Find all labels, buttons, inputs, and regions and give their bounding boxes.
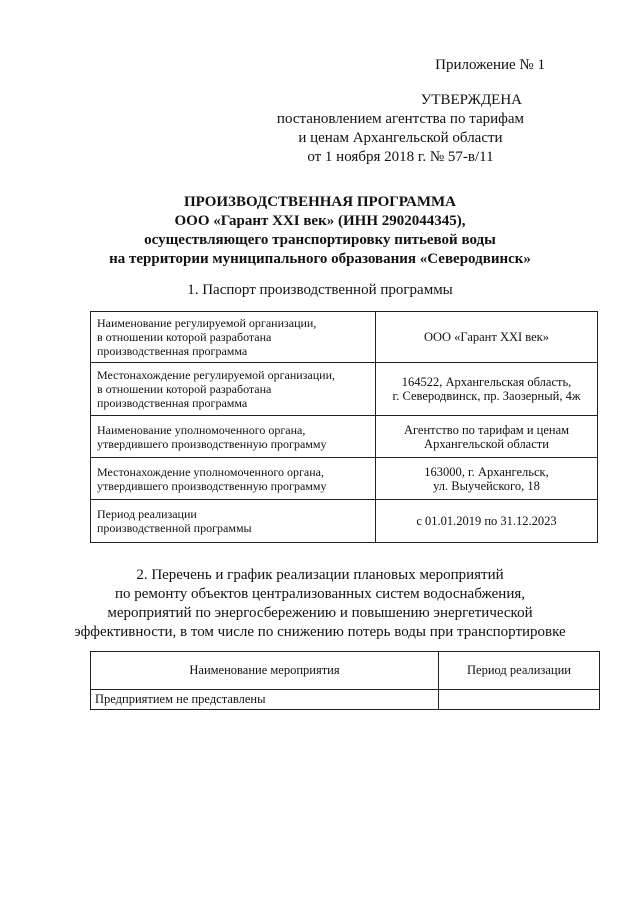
- events-table: [90, 651, 600, 710]
- document-title: [0, 193, 640, 269]
- value-line: с 01.01.2019 по 31.12.2023: [416, 514, 557, 528]
- key-line: утвердившего производственную программу: [97, 478, 327, 493]
- passport-key: [91, 500, 376, 543]
- table-row: [91, 416, 598, 458]
- key-line: в отношении которой разработана: [97, 382, 272, 396]
- passport-key: [91, 363, 376, 416]
- event-name-cell: Предприятием не представлены: [91, 690, 439, 710]
- value-line: г. Северодвинск, пр. Заозерный, 4ж: [392, 389, 581, 403]
- table-row: [91, 312, 598, 363]
- section2-heading-line: 2. Перечень и график реализации плановых мероприятий: [136, 567, 504, 583]
- value-line: 163000, г. Архангельск,: [424, 464, 549, 479]
- key-line: Местонахождение уполномоченного органа,: [97, 464, 324, 479]
- value-line: Агентство по тарифам и ценам: [403, 422, 570, 437]
- column-header-period: Период реализации: [439, 652, 600, 690]
- title-line-4: на территории муниципального образования «Северодвинск»: [109, 251, 531, 267]
- passport-table: [90, 311, 598, 543]
- approved-title: УТВЕРЖДЕНА: [420, 92, 522, 108]
- key-line: Наименование уполномоченного органа,: [97, 422, 306, 437]
- key-line: производственной программы: [97, 521, 252, 535]
- table-row: [91, 690, 600, 710]
- event-period-cell: [439, 690, 600, 710]
- approval-block: [277, 91, 524, 167]
- section2-heading-line: мероприятий по энергосбережению и повышению энергетической: [107, 605, 533, 621]
- section1-heading: 1. Паспорт производственной программы: [187, 282, 453, 298]
- passport-value: [376, 458, 598, 500]
- key-line: Местонахождение регулируемой организации,: [97, 368, 336, 382]
- section2-heading: [0, 566, 640, 642]
- key-line: производственная программа: [97, 396, 248, 410]
- key-line: утвердившего производственную программу: [97, 436, 327, 451]
- title-line-1: ПРОИЗВОДСТВЕННАЯ ПРОГРАММА: [183, 194, 456, 210]
- section2-heading-line: эффективности, в том числе по снижению потерь воды при транспортировке: [74, 624, 566, 640]
- value-line: ООО «Гарант XXI век»: [423, 330, 550, 344]
- key-line: в отношении которой разработана: [97, 330, 272, 344]
- table-row: [91, 458, 598, 500]
- key-line: Наименование регулируемой организации,: [97, 316, 317, 330]
- title-line-3: осуществляющего транспортировку питьевой воды: [144, 232, 496, 248]
- column-header-event: Наименование мероприятия: [91, 652, 439, 690]
- appendix-label: Приложение № 1: [435, 57, 545, 73]
- table-row: [91, 500, 598, 543]
- key-line: Период реализации: [97, 507, 197, 521]
- section2-heading-line: по ремонту объектов централизованных систем водоснабжения,: [114, 586, 525, 602]
- passport-value: [376, 363, 598, 416]
- approved-line-3: от 1 ноября 2018 г. № 57-в/11: [307, 149, 494, 165]
- key-line: производственная программа: [97, 344, 248, 358]
- approved-line-2: и ценам Архангельской области: [298, 130, 503, 146]
- value-line: 164522, Архангельская область,: [401, 375, 572, 389]
- table-row: [91, 363, 598, 416]
- passport-value: [376, 312, 598, 363]
- passport-key: [91, 458, 376, 500]
- passport-key: [91, 416, 376, 458]
- passport-value: [376, 500, 598, 543]
- approved-line-1: постановлением агентства по тарифам: [276, 111, 524, 127]
- table-header-row: [91, 652, 600, 690]
- passport-value: [376, 416, 598, 458]
- value-line: Архангельской области: [424, 436, 549, 451]
- value-line: ул. Выучейского, 18: [433, 478, 540, 493]
- title-line-2: ООО «Гарант XXI век» (ИНН 2902044345),: [174, 213, 466, 229]
- passport-key: [91, 312, 376, 363]
